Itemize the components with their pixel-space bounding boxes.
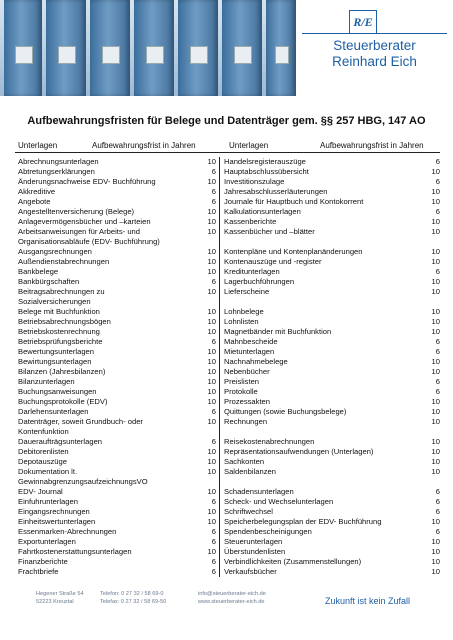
item-right: Steuerunterlagen <box>224 537 283 546</box>
table-row <box>15 257 440 267</box>
table-row <box>15 167 440 177</box>
years-right: 6 <box>435 267 440 276</box>
item-right: Journale für Hauptbuch und Kontokorrent <box>224 197 364 206</box>
years-left: 10 <box>194 447 220 457</box>
table-row <box>15 457 440 467</box>
years-right: 10 <box>431 197 440 206</box>
brand-line2: Reinhard Eich <box>332 54 417 69</box>
table-row <box>15 267 440 277</box>
item-left: Bankbelege <box>18 267 59 276</box>
years-right: 10 <box>431 517 440 526</box>
item-right: Nachnahmebelege <box>224 357 288 366</box>
item-left: Arbeitsanweisungen für Arbeits- und <box>18 227 140 236</box>
item-right: Überstundenlisten <box>224 547 286 556</box>
years-left: 6 <box>194 197 220 207</box>
years-left: 10 <box>194 177 220 187</box>
item-right: Speicherbelegungsplan der EDV- Buchführung <box>224 517 382 526</box>
table-row <box>15 157 440 167</box>
retention-table <box>15 157 440 577</box>
years-left: 10 <box>194 417 220 427</box>
item-left: Essenmarken-Abrechnungen <box>18 527 117 536</box>
item-left: Buchungsprotokolle (EDV) <box>18 397 108 406</box>
item-right: Kreditunterlagen <box>224 267 280 276</box>
footer-phone: Telefon: 0 27 32 / 58 69-0 <box>100 591 164 597</box>
item-right: Protokolle <box>224 387 258 396</box>
table-row <box>15 247 440 257</box>
item-right: Mietunterlagen <box>224 347 275 356</box>
binder-image <box>4 0 42 96</box>
years-left <box>194 427 220 437</box>
item-right: Lohnlisten <box>224 317 259 326</box>
table-row <box>15 377 440 387</box>
item-left: Abtretungserklärungen <box>18 167 95 176</box>
table-row <box>15 417 440 427</box>
item-left: Datenträger, soweit Grundbuch- oder <box>18 417 143 426</box>
header-rule <box>15 152 440 153</box>
item-right: Prozessakten <box>224 397 271 406</box>
years-right: 10 <box>431 167 440 176</box>
item-right: Lohnbelege <box>224 307 264 316</box>
item-left: Bilanzen (Jahresbilanzen) <box>18 367 106 376</box>
years-left: 10 <box>194 327 220 337</box>
table-row <box>15 287 440 297</box>
years-right: 6 <box>435 377 440 386</box>
years-right: 10 <box>431 547 440 556</box>
table-row <box>15 347 440 357</box>
item-right: Magnetbänder mit Buchfunktion <box>224 327 332 336</box>
footer-fax: Telefax: 0 27 32 / 58 69-50 <box>100 599 167 605</box>
years-left: 6 <box>194 187 220 197</box>
item-right: Saldenbilanzen <box>224 467 276 476</box>
col-header-right-label: Unterlagen <box>229 141 269 150</box>
brand-line1: Steuerberater <box>333 38 416 53</box>
years-left: 10 <box>194 247 220 257</box>
table-row <box>15 187 440 197</box>
table-row <box>15 507 440 517</box>
page-title: Aufbewahrungsfristen für Belege und Datenträger gem. §§ 257 HBG, 147 AO <box>27 115 426 127</box>
years-right: 10 <box>431 467 440 476</box>
item-left: Abrechnungsunterlagen <box>18 157 99 166</box>
col-header-right-period: Aufbewahrungsfrist in Jahren <box>320 141 424 150</box>
years-right: 10 <box>431 447 440 456</box>
binder-image <box>222 0 262 96</box>
years-left: 6 <box>194 167 220 177</box>
item-right: Investitionszulage <box>224 177 285 186</box>
item-left: Bankbürgschaften <box>18 277 80 286</box>
years-left: 6 <box>194 557 220 567</box>
years-right: 10 <box>431 307 440 316</box>
footer-web[interactable]: www.steuerberater-eich.de <box>198 599 265 605</box>
table-row <box>15 407 440 417</box>
years-right: 10 <box>431 247 440 256</box>
item-right: Verkaufsbücher <box>224 567 277 576</box>
years-left: 10 <box>194 267 220 277</box>
item-right: Hauptabschlussübersicht <box>224 167 309 176</box>
table-row <box>15 307 440 317</box>
item-right: Spendenbescheinigungen <box>224 527 312 536</box>
item-left: GewinnabgrenzungsaufzeichnungsVO <box>18 477 148 486</box>
years-right: 10 <box>431 227 440 236</box>
binder-image <box>266 0 296 96</box>
brand-divider <box>302 33 447 34</box>
item-left: Bewertungsunterlagen <box>18 347 94 356</box>
item-right: Kassenbücher und –blätter <box>224 227 315 236</box>
years-left: 10 <box>194 357 220 367</box>
years-left: 6 <box>194 537 220 547</box>
years-left: 10 <box>194 217 220 227</box>
item-left: Exportunterlagen <box>18 537 76 546</box>
years-left: 10 <box>194 547 220 557</box>
table-row <box>15 437 440 447</box>
years-left: 10 <box>194 377 220 387</box>
years-left: 10 <box>194 517 220 527</box>
item-left: Depotauszüge <box>18 457 67 466</box>
table-row <box>15 477 440 487</box>
item-right: Rechnungen <box>224 417 268 426</box>
years-right <box>404 477 440 487</box>
years-right: 6 <box>435 507 440 516</box>
years-right: 10 <box>431 357 440 366</box>
years-left: 10 <box>194 397 220 407</box>
table-row <box>15 497 440 507</box>
header-photo-binders <box>0 0 296 96</box>
years-left: 6 <box>194 527 220 537</box>
footer-address2: 52223 Kreuztal <box>36 599 74 605</box>
footer-address1: Hegener Straße 54 <box>36 591 84 597</box>
footer-email[interactable]: info@steuerberater-eich.de <box>198 591 266 597</box>
years-left: 6 <box>194 437 220 447</box>
table-row <box>15 367 440 377</box>
item-left: Beitragsabrechnungen zu <box>18 287 105 296</box>
years-right: 6 <box>435 337 440 346</box>
years-left: 10 <box>194 227 220 237</box>
table-row <box>15 447 440 457</box>
years-right: 6 <box>435 347 440 356</box>
years-left: 6 <box>194 497 220 507</box>
years-right: 10 <box>431 457 440 466</box>
years-left: 10 <box>194 467 220 477</box>
item-right: Schriftwechsel <box>224 507 273 516</box>
item-right: Kassenberichte <box>224 217 277 226</box>
item-left: Frachtbriefe <box>18 567 59 576</box>
years-right: 10 <box>431 287 440 296</box>
item-left: Angestelltenversicherung (Belege) <box>18 207 135 216</box>
years-right <box>404 427 440 437</box>
item-left: Dokumentation lt. <box>18 467 78 476</box>
years-right: 6 <box>435 177 440 186</box>
years-right <box>404 237 440 247</box>
item-right: Quittungen (sowie Buchungsbelege) <box>224 407 347 416</box>
table-row <box>15 427 440 437</box>
years-right: 6 <box>435 487 440 496</box>
item-left: Betriebsprüfungsberichte <box>18 337 103 346</box>
years-right: 10 <box>431 257 440 266</box>
table-row <box>15 467 440 477</box>
years-right: 10 <box>431 557 440 566</box>
table-row <box>15 327 440 337</box>
years-right: 10 <box>431 327 440 336</box>
years-left: 10 <box>194 457 220 467</box>
brand-block <box>296 0 453 96</box>
item-right: Kontenauszüge und -register <box>224 257 322 266</box>
item-right: Preislisten <box>224 377 260 386</box>
item-right: Kalkulationsunterlagen <box>224 207 301 216</box>
item-right: Verbindlichkeiten (Zusammenstellungen) <box>224 557 362 566</box>
table-row <box>15 277 440 287</box>
years-right: 10 <box>431 367 440 376</box>
item-right: Reisekostenabrechnungen <box>224 437 315 446</box>
item-right <box>220 297 404 307</box>
item-left: Einfuhrunterlagen <box>18 497 78 506</box>
years-left: 6 <box>194 277 220 287</box>
item-left: Darlehensunterlagen <box>18 407 89 416</box>
years-right: 10 <box>431 567 440 576</box>
table-row <box>15 197 440 207</box>
table-row <box>15 557 440 567</box>
item-left: Daueraufträgsunterlagen <box>18 437 103 446</box>
table-row <box>15 547 440 557</box>
item-left: Änderungsnachweise EDV- Buchführung <box>18 177 156 186</box>
item-right: Lieferscheine <box>224 287 270 296</box>
years-left: 10 <box>194 507 220 517</box>
item-right: Handelsregisterauszüge <box>224 157 306 166</box>
table-row <box>15 237 440 247</box>
table-row <box>15 517 440 527</box>
table-row <box>15 297 440 307</box>
years-left <box>194 477 220 487</box>
years-left: 10 <box>194 387 220 397</box>
table-row <box>15 317 440 327</box>
table-row <box>15 567 440 577</box>
years-left: 6 <box>194 337 220 347</box>
table-row <box>15 487 440 497</box>
item-left: Finanzberichte <box>18 557 68 566</box>
years-right: 6 <box>435 207 440 216</box>
years-right: 6 <box>435 497 440 506</box>
years-right: 10 <box>431 187 440 196</box>
item-left: Kontenfunktion <box>18 427 69 436</box>
item-left: Betriebskostenrechnung <box>18 327 100 336</box>
item-left: Eingangsrechnungen <box>18 507 90 516</box>
years-left: 10 <box>194 487 220 497</box>
item-left: Organisationsabläufe (EDV- Buchführung) <box>18 237 160 246</box>
binder-image <box>46 0 86 96</box>
years-right: 6 <box>435 527 440 536</box>
item-left: Betriebsabrechnungsbögen <box>18 317 111 326</box>
table-row <box>15 177 440 187</box>
item-right: Sachkonten <box>224 457 265 466</box>
item-right: Scheck- und Wechselunterlagen <box>224 497 334 506</box>
item-right: Mahnbescheide <box>224 337 278 346</box>
years-right <box>404 297 440 307</box>
item-right: Lagerbuchführungen <box>224 277 295 286</box>
years-right: 10 <box>431 417 440 426</box>
footer-slogan: Zukunft ist kein Zufall <box>325 596 411 606</box>
item-left: Ausgangsrechnungen <box>18 247 92 256</box>
years-right: 10 <box>431 277 440 286</box>
table-row <box>15 537 440 547</box>
item-right <box>220 477 404 487</box>
years-left: 10 <box>194 347 220 357</box>
table-row <box>15 217 440 227</box>
col-header-left-label: Unterlagen <box>18 141 58 150</box>
item-right <box>220 427 404 437</box>
years-right: 10 <box>431 397 440 406</box>
binder-image <box>90 0 130 96</box>
years-left: 6 <box>194 567 220 577</box>
years-left: 10 <box>194 157 220 167</box>
table-row <box>15 207 440 217</box>
item-left: Anlagevermögensbücher und –karteien <box>18 217 151 226</box>
years-right: 10 <box>431 537 440 546</box>
item-right: Schadensunterlagen <box>224 487 294 496</box>
years-right: 10 <box>431 317 440 326</box>
table-row <box>15 227 440 237</box>
item-left: Fahrtkostenerstattungsunterlagen <box>18 547 132 556</box>
years-right: 6 <box>435 157 440 166</box>
years-left: 6 <box>194 407 220 417</box>
item-left: Buchungsanweisungen <box>18 387 97 396</box>
item-left: EDV- Journal <box>18 487 63 496</box>
item-right <box>220 237 404 247</box>
years-left: 10 <box>194 207 220 217</box>
years-left <box>194 297 220 307</box>
years-left: 10 <box>194 367 220 377</box>
years-right: 6 <box>435 387 440 396</box>
item-left: Außendienstabrechnungen <box>18 257 110 266</box>
years-left: 10 <box>194 307 220 317</box>
item-right: Jahresabschlusserläuterungen <box>224 187 328 196</box>
logo: R/E <box>349 10 377 34</box>
item-left: Bewirtungsunterlagen <box>18 357 92 366</box>
item-left: Einheitswertunterlagen <box>18 517 96 526</box>
item-right: Nebenbücher <box>224 367 270 376</box>
table-row <box>15 337 440 347</box>
table-row <box>15 357 440 367</box>
years-left <box>194 237 220 247</box>
item-left: Belege mit Buchfunktion <box>18 307 100 316</box>
item-left: Akkreditive <box>18 187 56 196</box>
table-row <box>15 397 440 407</box>
table-row <box>15 527 440 537</box>
item-left: Angebote <box>18 197 51 206</box>
years-right: 10 <box>431 437 440 446</box>
years-left: 10 <box>194 257 220 267</box>
table-row <box>15 387 440 397</box>
years-right: 10 <box>431 407 440 416</box>
years-right: 10 <box>431 217 440 226</box>
years-left: 10 <box>194 287 220 297</box>
item-left: Bilanzunterlagen <box>18 377 75 386</box>
item-right: Kontenpläne und Kontenplanänderungen <box>224 247 363 256</box>
years-left: 10 <box>194 317 220 327</box>
binder-image <box>178 0 218 96</box>
item-left: Debitorenlisten <box>18 447 69 456</box>
col-header-left-period: Aufbewahrungsfrist in Jahren <box>92 141 196 150</box>
item-left: Sozialversicherungen <box>18 297 91 306</box>
item-right: Repräsentationsaufwendungen (Unterlagen) <box>224 447 374 456</box>
binder-image <box>134 0 174 96</box>
